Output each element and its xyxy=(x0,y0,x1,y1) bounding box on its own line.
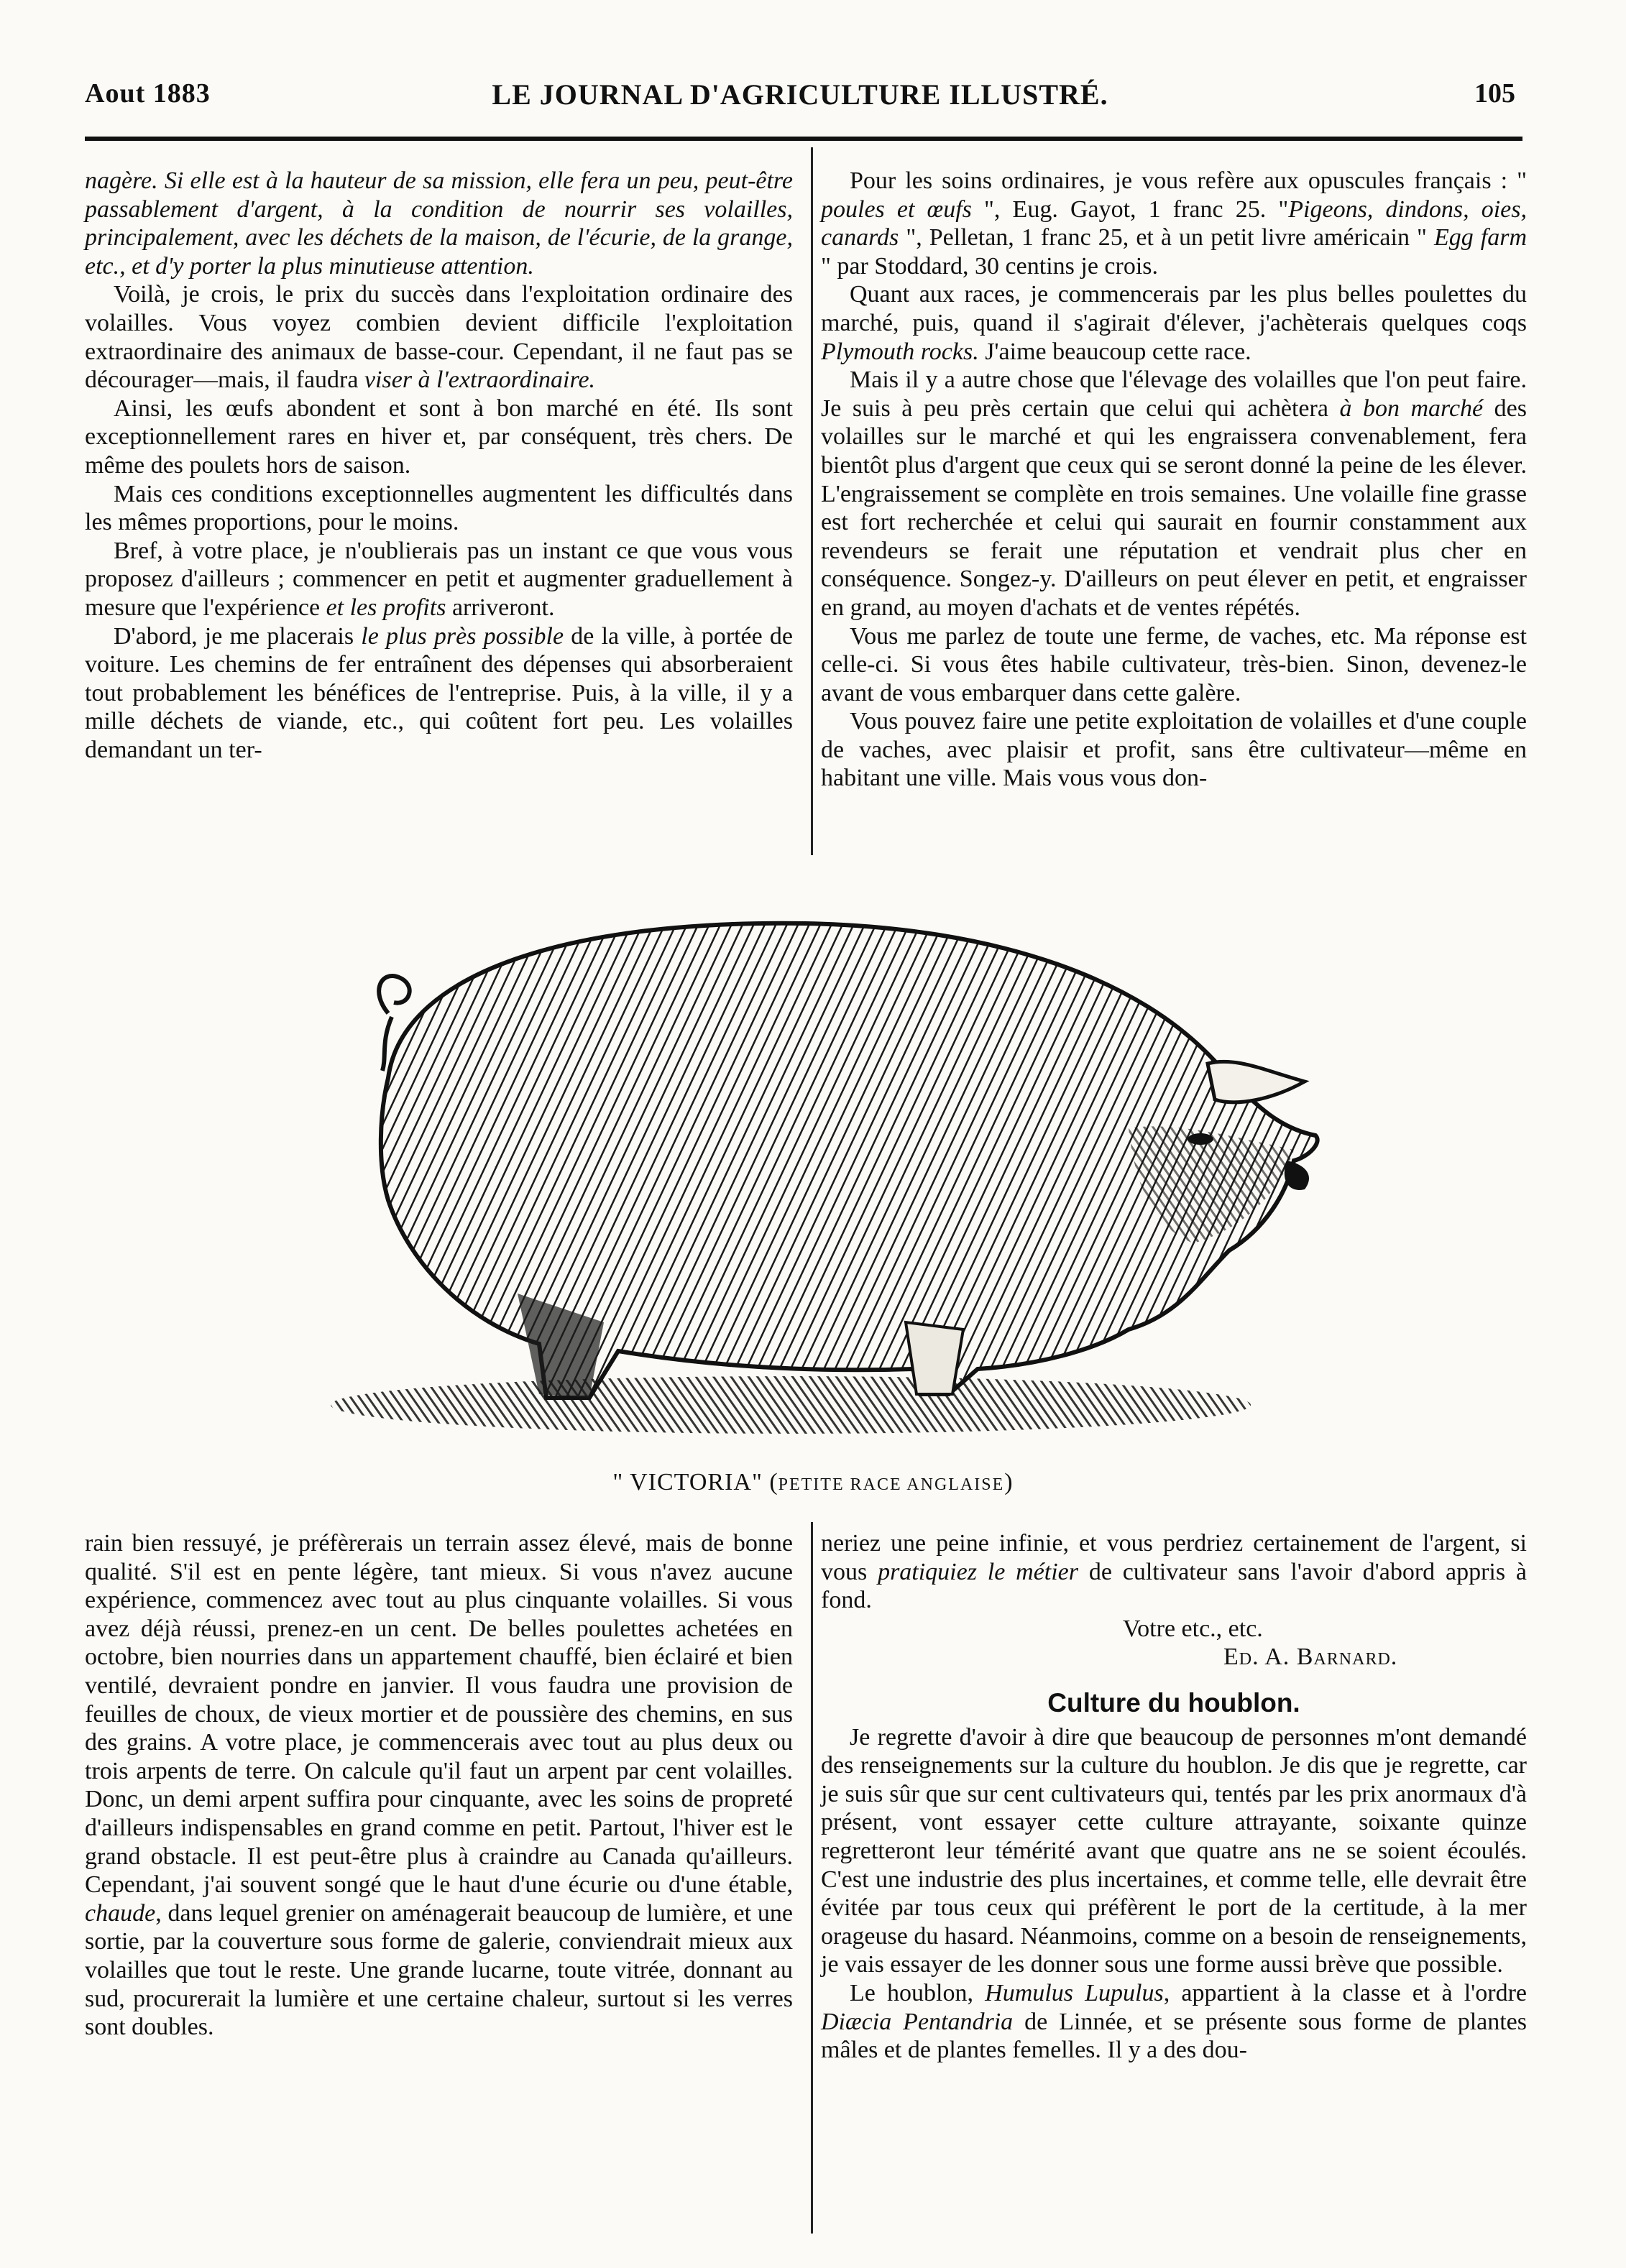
paragraph: Pour les soins ordinaires, je vous refère aux opuscules français : " poules et œufs ", Eug. Gayot, 1 franc 25. "Pigeons, dindons, oies, canards ", Pelletan, 1 franc 25, et à un petit livre américain " Egg farm " par Stoddard, 30 centins je crois. xyxy=(821,167,1528,280)
paragraph: Quant aux races, je commencerais par les plus belles poulettes du marché, puis, quand il s'agirait d'élever, j'achèterais quelques coqs Plymouth rocks. J'aime beaucoup cette race. xyxy=(821,281,1527,365)
section-heading: Culture du houblon. xyxy=(1047,1687,1300,1718)
paragraph: Voilà, je crois, le prix du succès dans l'exploitation ordinaire des volailles. Vous voyez combien devient difficile l'exploitation extraordinaire des animaux de basse-cour. Cependant, il ne faut pas se décourager—mais, il faudra viser à l'extraordinaire. xyxy=(85,281,793,394)
paragraph: neriez une peine infinie, et vous perdriez certainement de l'argent, si vous pratiquiez le métier de cultivateur sans l'avoir d'abord appris à fond. xyxy=(821,1530,1527,1614)
article-column-top-left xyxy=(85,167,793,764)
paragraph: Mais ces conditions exceptionnelles augmentent les difficultés dans les mêmes proportions, pour le moins. xyxy=(85,480,793,536)
header-date: Aout 1883 xyxy=(85,78,211,109)
paragraph: Je regrette d'avoir à dire que beaucoup de personnes m'ont demandé des renseignements sur la culture du houblon. Je dis que je regrette, car je suis sûr que sur cent cultivateurs qui, tentés par les prix anormaux d'à présent, vont essayer cette culture attrayante, soixante quinze regretteront leur témérité avant que quatre ans ne se soient écoulés. C'est une industrie des plus incertaines, et comme telle, elle devrait être évitée par tous ceux qui préfèrent le port de la certitude, à la mer orageuse du hasard. Néanmoins, comme on a besoin de renseignements, je vais essayer de les donner sous une forme aussi brève que possible. xyxy=(821,1723,1527,1978)
paragraph: Le houblon, Humulus Lupulus, appartient à la classe et à l'ordre Diæcia Pentandria de Linnée, et se présente sous forme de plantes mâles et de plantes femelles. Il y a des dou- xyxy=(821,1979,1528,2064)
paragraph: rain bien ressuyé, je préfèrerais un terrain assez élevé, mais de bonne qualité. S'il est en pente légère, tant mieux. Si vous n'avez aucune expérience, commencez avec tout au plus cinquante volailles. Si vous avez déjà réussi, prenez-en un cent. De belles poulettes achetées en octobre, bien nourries dans un appartement chauffé, bien éclairé et bien ventilé, devraient pondre en janvier. Il vous faudra une provision de feuilles de choux, de vieux mortier et de poussière des chemins, en sus des grains. A votre place, je commencerais avec tout au plus deux ou trois arpents de terre. On calcule qu'il faut un arpent par cent volailles. Donc, un demi arpent suffira pour cinquante, avec les soins de propreté d'ailleurs indispensables en grand comme en petit. Partout, l'hiver est le grand obstacle. Il est peut-être plus à craindre au Canada qu'ailleurs. Cependant, j'ai souvent songé que le haut d'une écurie ou d'une étable, chaude, dans lequel grenier on aménagerait beaucoup de lumière, et une sortie, par la couverture sous forme de galerie, conviendrait mieux aux volailles que tout le reste. Une grande lucarne, toute vitrée, donnant au sud, procurerait la lumière et une certaine chaleur, surtout si les verres sont doubles. xyxy=(85,1530,793,2041)
column-divider-top xyxy=(811,147,813,855)
pig-engraving xyxy=(302,891,1344,1466)
paragraph: Ainsi, les œufs abondent et sont à bon marché en été. Ils sont exceptionnellement rares en hiver et, par conséquent, très chers. De même des poulets hors de saison. xyxy=(85,395,793,479)
letter-closing: Votre etc., etc. xyxy=(1123,1615,1263,1642)
paragraph: nagère. Si elle est à la hauteur de sa mission, elle fera un peu, peut-être passablement d'argent, à la condition de nourrir ses volailles, principalement, avec les déchets de la maison, de l'écurie, de la grange, etc., et d'y porter la plus minutieuse attention. xyxy=(85,167,793,280)
article-column-top-right xyxy=(821,167,1527,793)
page-header xyxy=(85,78,1515,121)
article-column-bottom-left xyxy=(85,1529,793,2042)
paragraph: Bref, à votre place, je n'oublierais pas un instant ce que vous vous proposez d'ailleurs ; commencer en petit et augmenter graduellement à mesure que l'expérience et les profits arriveront. xyxy=(85,537,793,621)
column-divider-bottom xyxy=(811,1522,813,2234)
page-number: 105 xyxy=(1474,78,1515,109)
header-rule xyxy=(85,137,1522,141)
paragraph: Vous pouvez faire une petite exploitation de volailles et d'une couple de vaches, avec plaisir et profit, sans être cultivateur—même en habitant une ville. Mais vous vous don- xyxy=(821,708,1527,792)
figure-caption: " VICTORIA" (PETITE RACE ANGLAISE) xyxy=(612,1469,1014,1495)
paragraph: Vous me parlez de toute une ferme, de vaches, etc. Ma réponse est celle-ci. Si vous êtes habile cultivateur, très-bien. Sinon, devenez-le avant de vous embarquer dans cette galère. xyxy=(821,622,1527,706)
letter-signature: Ed. A. Barnard. xyxy=(1223,1644,1398,1671)
paragraph: Mais il y a autre chose que l'élevage des volailles que l'on peut faire. Je suis à peu près certain que celui qui achètera à bon marché des volailles sur le marché et qui les engraissera convenablement, fera bientôt plus d'argent que ceux qui se seront donné la peine de les élever. L'engraissement se complète en trois semaines. Une volaille fine grasse est fort recherchée et celui qui saurait en fournir constamment aux revendeurs se ferait une réputation et vendrait plus cher en conséquence. Songez-y. D'ailleurs on peut élever en petit, et engraisser en grand, au moyen d'achats et de ventes répétés. xyxy=(821,367,1527,621)
paragraph: D'abord, je me placerais le plus près possible de la ville, à portée de voiture. Les chemins de fer entraînent des dépenses qui absorberaient tout probablement les bénéfices de l'entreprise. Puis, à la ville, il y a mille déchets de viande, etc., qui coûtent fort peu. Les volailles demandant un ter- xyxy=(85,622,793,763)
journal-title: LE JOURNAL D'AGRICULTURE ILLUSTRÉ. xyxy=(492,78,1108,111)
article-column-bottom-right xyxy=(821,1529,1527,2065)
